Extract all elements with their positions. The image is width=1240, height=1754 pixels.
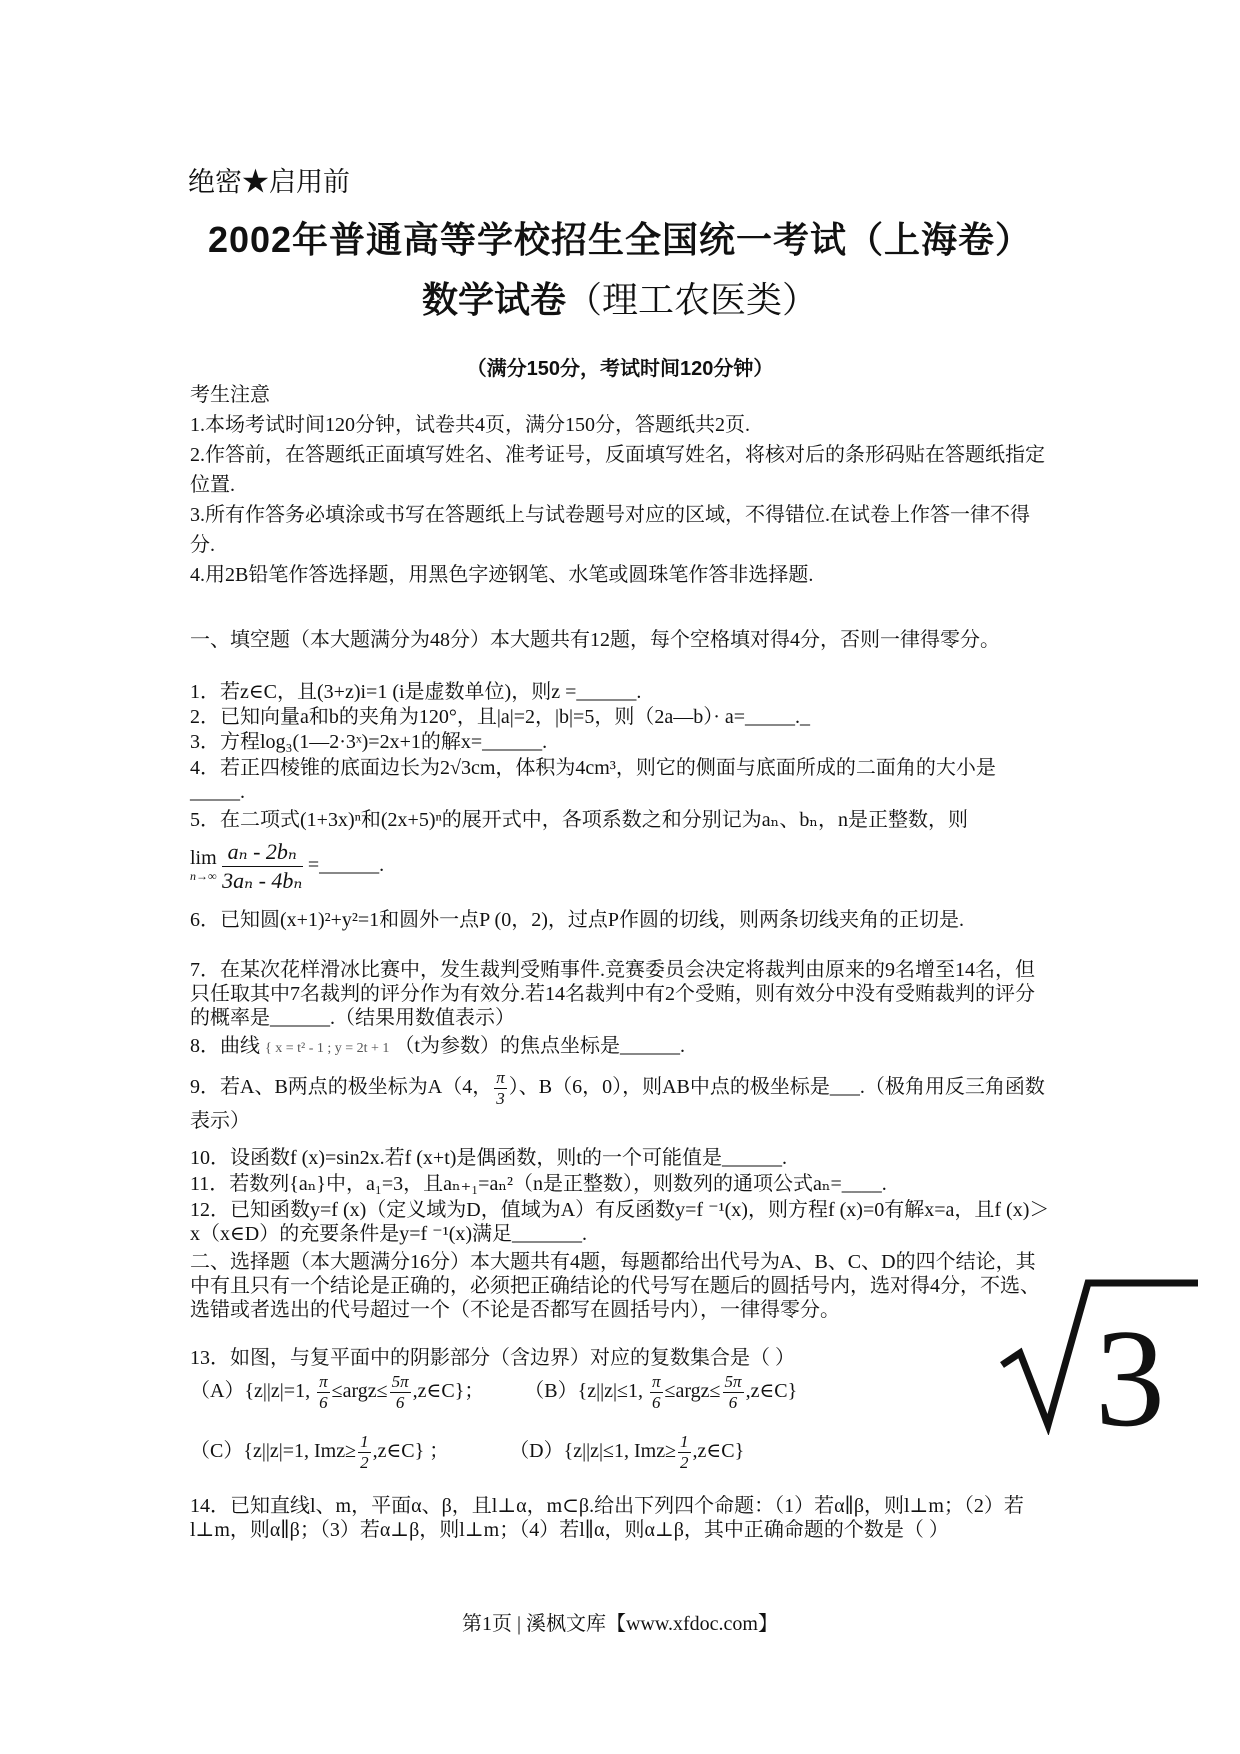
question-4-text: 4．若正四棱锥的底面边长为2√3cm，体积为4cm³，则它的侧面与底面所成的二面角的大小是_____. [190, 757, 996, 803]
option-c-head: （C）{z||z|=1, Imz≥ [190, 1440, 357, 1463]
limit-symbol [190, 846, 217, 885]
question-14 [190, 1494, 1050, 1542]
exam-title: 2002年普通高等学校招生全国统一考试（上海卷） [207, 219, 1033, 260]
fraction-numerator: 5π [391, 1372, 409, 1391]
five-pi-over-6-fraction [723, 1372, 744, 1413]
subject-category: （理工农医类） [566, 279, 819, 320]
five-pi-over-6-fraction [390, 1372, 411, 1413]
question-7-text: 7．在某次花样滑冰比赛中，发生裁判受贿事件.竞赛委员会决定将裁判由原来的9名增至14名，但只任取其中7名裁判的评分作为有效分.若14名裁判中有2个受贿，则有效分中没有受贿裁判的评分的概率是______.（结果用数值表示） [190, 959, 1035, 1029]
question-10-text: 10．设函数f (x)=sin2x.若f (x+t)是偶函数，则t的一个可能值是______. [190, 1147, 787, 1169]
sqrt-three-figure [1000, 1275, 1200, 1435]
option-a-mid: ≤argz≤ [331, 1380, 388, 1403]
question-14-text: 14．已知直线l、m，平面α、β，且l⊥α，m⊂β.给出下列四个命题：（1）若α∥β，则l⊥m；（2）若l⊥m，则α∥β；（3）若α⊥β，则l⊥m；（4）若l∥α，则α⊥β，其中正确命题的个数是（ ） [190, 1495, 1024, 1541]
fraction-denominator: 3aₙ - 4bₙ [222, 868, 303, 893]
question-2-text: 2．已知向量a和b的夹角为120°，且|a|=2，|b|=5，则（2a—b）· a=_____._ [190, 706, 811, 728]
pi-over-3-fraction [494, 1068, 507, 1109]
fraction-numerator: π [651, 1372, 661, 1391]
fraction-numerator: 1 [680, 1432, 689, 1451]
section1-heading-text: 一、填空题（本大题满分为48分）本大题共有12题，每个空格填对得4分，否则一律得零分。 [190, 629, 1000, 651]
fraction-denominator: 3 [496, 1089, 505, 1108]
question-11 [190, 1172, 1050, 1196]
one-half-fraction [358, 1432, 371, 1473]
question-4 [190, 756, 1050, 804]
notice-item: 1.本场考试时间120分钟，试卷共4页，满分150分，答题纸共2页. [190, 414, 750, 436]
notice-item: 4.用2B铅笔作答选择题，用黑色字迹钢笔、水笔或圆珠笔作答非选择题. [190, 564, 814, 586]
question-12 [190, 1198, 1050, 1246]
fraction-numerator: π [496, 1068, 505, 1087]
option-b-tail: ,z∈C} [745, 1380, 798, 1403]
exam-subject-title [0, 272, 1240, 323]
option-a-tail: ,z∈C}； [412, 1380, 485, 1403]
question-6 [190, 908, 1050, 932]
question-1-text: 1．若z∈C，且(3+z)i=1 (i是虚数单位)，则z =______. [190, 681, 642, 703]
question-11-text: 11．若数列{aₙ}中，a₁=3，且aₙ₊₁=aₙ²（n是正整数），则数列的通项公式aₙ=____. [190, 1173, 887, 1195]
question-3 [190, 730, 1050, 754]
question-12-text: 12．已知函数y=f (x)（定义域为D，值域为A）有反函数y=f ⁻¹(x)，则方程f (x)=0有解x=a，且f (x)＞x（x∈D）的充要条件是y=f ⁻¹(x)满足_______. [190, 1199, 1050, 1245]
limit-text: lim [190, 846, 217, 869]
fraction-denominator: 6 [319, 1393, 328, 1412]
question-13-options-cd [190, 1432, 1050, 1473]
question-13-options-ab [190, 1372, 1050, 1413]
pi-over-6-fraction [317, 1372, 330, 1413]
fraction-denominator: 6 [652, 1393, 661, 1412]
question-3-text: 3．方程log₃(1—2·3ˣ)=2x+1的解x=______. [190, 731, 548, 753]
section2-heading [190, 1250, 1050, 1322]
question-1 [190, 680, 1050, 704]
exam-score-time: （满分150分，考试时间120分钟） [466, 358, 774, 380]
notice-heading: 考生注意 [190, 384, 270, 406]
option-b-mid: ≤argz≤ [664, 1380, 721, 1403]
limit-subscript: n→∞ [190, 868, 217, 883]
fraction-numerator: aₙ - 2bₙ [222, 838, 303, 867]
question-6-text: 6．已知圆(x+1)²+y²=1和圆外一点P (0，2)，过点P作圆的切线，则两条切线夹角的正切是. [190, 909, 964, 931]
option-b-head: （B）{z||z|≤1, [524, 1380, 643, 1403]
radicand-text: 3 [1095, 1301, 1165, 1435]
notice-item: 2.作答前，在答题纸正面填写姓名、准考证号，反面填写姓名，将核对后的条形码贴在答题纸指定位置. [190, 444, 1045, 496]
fraction-denominator: 6 [728, 1393, 738, 1412]
section1-heading [190, 628, 1050, 652]
fraction-denominator: 2 [680, 1453, 689, 1472]
option-a-head: （A）{z||z|=1, [190, 1380, 311, 1403]
parametric-equations: { x = t² - 1 ; y = 2t + 1 [265, 1041, 390, 1056]
question-9-head: 9．若A、B两点的极坐标为A（4， [190, 1076, 493, 1099]
option-d-head: （D）{z||z|≤1, Imz≥ [509, 1440, 677, 1463]
question-9-tail: ）、B（6，0），则AB中点的极坐标是___.（极角用反三角函数表示） [190, 1076, 1045, 1132]
fraction-numerator: 1 [360, 1432, 369, 1451]
question-8-tail: （t为参数）的焦点坐标是______. [394, 1035, 685, 1057]
fraction-denominator: 6 [395, 1393, 405, 1412]
question-5 [190, 808, 1050, 832]
question-8-head: 8．曲线 [190, 1035, 260, 1057]
question-9 [190, 1068, 1050, 1133]
secret-label: 绝密★启用前 [188, 167, 350, 197]
candidate-notice [190, 380, 1050, 590]
section2-heading-text: 二、选择题（本大题满分16分）本大题共有4题，每题都给出代号为A、B、C、D的四个结论，其中有且只有一个结论是正确的，必须把正确结论的代号写在题后的圆括号内，选对得4分，不选、选错或者选出的代号超过一个（不论是否都写在圆括号内），一律得零分。 [190, 1251, 1040, 1321]
fraction-numerator: π [319, 1372, 328, 1391]
option-c-tail: ,z∈C} ； [372, 1440, 450, 1463]
question-5-text: 5．在二项式(1+3x)ⁿ和(2x+5)ⁿ的展开式中，各项系数之和分别记为aₙ、bₙ，n是正整数，则 [190, 809, 968, 831]
limit-fraction [222, 838, 303, 895]
notice-item: 3.所有作答务必填涂或书写在答题纸上与试卷题号对应的区域，不得错位.在试卷上作答一律不得分. [190, 504, 1030, 556]
question-8 [190, 1034, 1050, 1061]
fraction-denominator: 2 [360, 1453, 369, 1472]
one-half-fraction [678, 1432, 691, 1473]
pi-over-6-fraction [650, 1372, 663, 1413]
question-5-limit [190, 838, 1050, 895]
fraction-numerator: 5π [724, 1372, 742, 1391]
question-5-tail: =______. [307, 854, 385, 877]
question-7 [190, 958, 1050, 1030]
question-2 [190, 705, 1050, 729]
subject-bold: 数学试卷 [421, 279, 566, 320]
option-d-tail: ,z∈C} [692, 1440, 745, 1463]
question-13-text: 13．如图，与复平面中的阴影部分（含边界）对应的复数集合是（ ） [190, 1347, 795, 1369]
page-footer: 第1页 | 溪枫文库【www.xfdoc.com】 [461, 1613, 778, 1635]
question-10 [190, 1146, 1050, 1170]
question-13 [190, 1346, 1050, 1370]
